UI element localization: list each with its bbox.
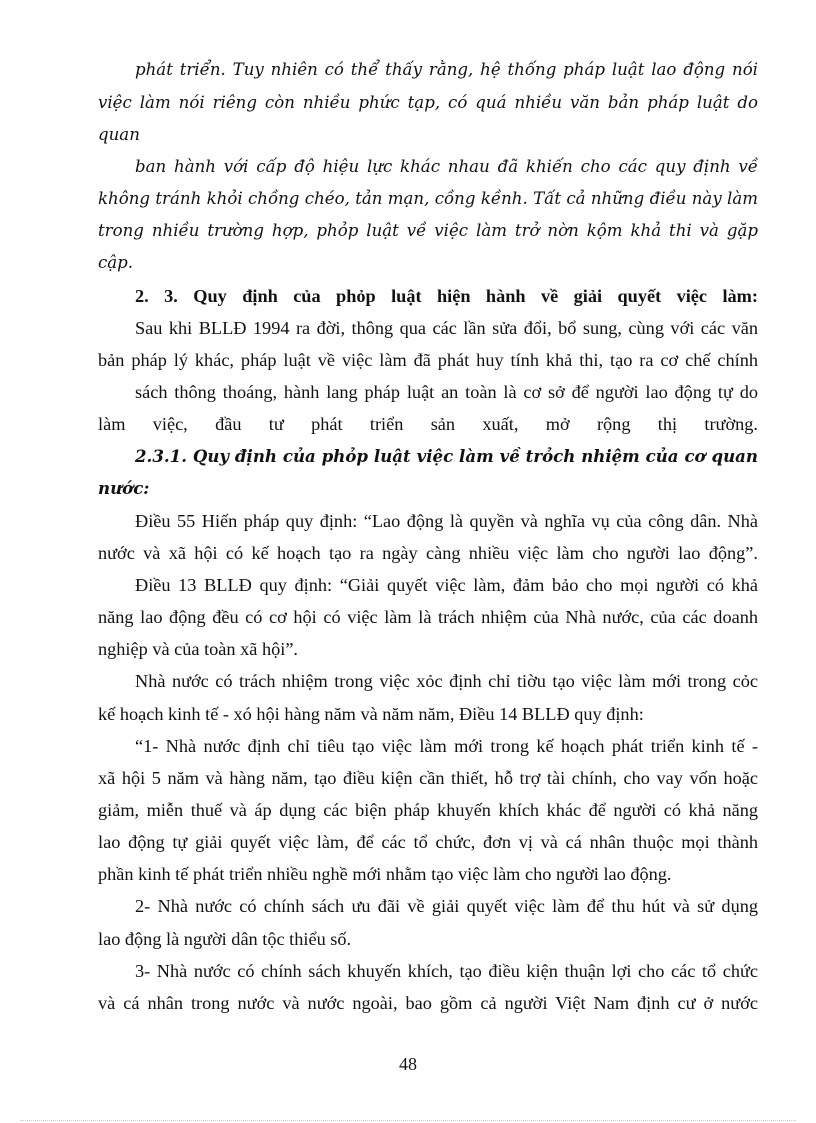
- text-line: ban hành với cấp độ hiệu lực khác nhau đã khiến cho các quy định về: [135, 157, 758, 176]
- text-line: cập.: [98, 253, 134, 272]
- text-line: 2- Nhà nước có chính sách ưu đãi về giải quyết việc làm để thu hút và sử dụng: [135, 896, 758, 916]
- page-number: 48: [399, 1054, 417, 1074]
- text-line: “1- Nhà nước định chỉ tiêu tạo việc làm mới trong kế hoạch phát triển kinh tế -: [135, 736, 758, 756]
- text-line: phần kinh tế phát triển nhiều nghề mới nhằm tạo việc làm cho người lao động.: [98, 864, 672, 884]
- text-line: Nhà nước có trách nhiệm trong việc xỏc định chỉ tiờu tạo việc làm mới trong cỏc: [135, 671, 758, 691]
- text-line: bản pháp lý khác, pháp luật về việc làm đã phát huy tính khả thi, tạo ra cơ chế chính: [98, 350, 758, 370]
- text-line: xã hội 5 năm và hàng năm, tạo điều kiện cần thiết, hỗ trợ tài chính, cho vay vốn hoặc: [98, 768, 758, 788]
- text-line: giảm, miễn thuế và áp dụng các biện pháp khuyến khích khác để người có khả năng: [98, 800, 758, 820]
- text-line: việc làm nói riêng còn nhiều phức tạp, có quá nhiều văn bản pháp luật do: [98, 93, 758, 112]
- text-line: kế hoạch kinh tế - xó hội hàng năm và năm năm, Điều 14 BLLĐ quy định:: [98, 704, 644, 724]
- section-heading: 2. 3. Quy định của phỏp luật hiện hành về giải quyết việc làm:: [135, 286, 758, 306]
- text-line: năng lao động đều có cơ hội có việc làm là trách nhiệm của Nhà nước, của các doanh: [98, 607, 758, 627]
- text-line: và cá nhân trong nước và nước ngoài, bao gồm cả người Việt Nam định cư ở nước: [98, 993, 758, 1013]
- subsection-heading: 2.3.1. Quy định của phỏp luật việc làm về trỏch nhiệm của cơ quan: [135, 446, 758, 466]
- subsection-heading-cont: nước:: [98, 478, 150, 498]
- text-line: Sau khi BLLĐ 1994 ra đời, thông qua các lần sửa đổi, bổ sung, cùng với các văn: [135, 318, 758, 338]
- text-line: lao động tự giải quyết việc làm, để các tổ chức, đơn vị và cá nhân thuộc mọi thành: [98, 832, 758, 852]
- page-bottom-divider: [20, 1120, 796, 1121]
- text-line: không tránh khỏi chồng chéo, tản mạn, cồng kềnh. Tất cả những điều này làm: [98, 189, 758, 208]
- text-line: nước và xã hội có kế hoạch tạo ra ngày càng nhiều việc làm cho người lao động”.: [98, 543, 758, 563]
- text-line: phát triển. Tuy nhiên có thể thấy rằng, hệ thống pháp luật lao động nói: [135, 60, 758, 79]
- text-line: sách thông thoáng, hành lang pháp luật an toàn là cơ sở để người lao động tự do: [135, 382, 758, 402]
- text-line: làm việc, đầu tư phát triển sản xuất, mở rộng thị trường.: [98, 414, 758, 434]
- text-line: lao động là người dân tộc thiểu số.: [98, 929, 352, 949]
- text-line: trong nhiều trường hợp, phỏp luật về việc làm trở nờn kộm khả thi và gặp: [98, 221, 758, 240]
- text-line: quan: [98, 125, 140, 144]
- text-line: 3- Nhà nước có chính sách khuyến khích, tạo điều kiện thuận lợi cho các tổ chức: [135, 961, 758, 981]
- text-line: Điều 55 Hiến pháp quy định: “Lao động là quyền và nghĩa vụ của công dân. Nhà: [135, 511, 758, 531]
- text-line: nghiệp và của toàn xã hội”.: [98, 639, 299, 659]
- text-line: Điều 13 BLLĐ quy định: “Giải quyết việc làm, đảm bảo cho mọi người có khả: [135, 575, 758, 595]
